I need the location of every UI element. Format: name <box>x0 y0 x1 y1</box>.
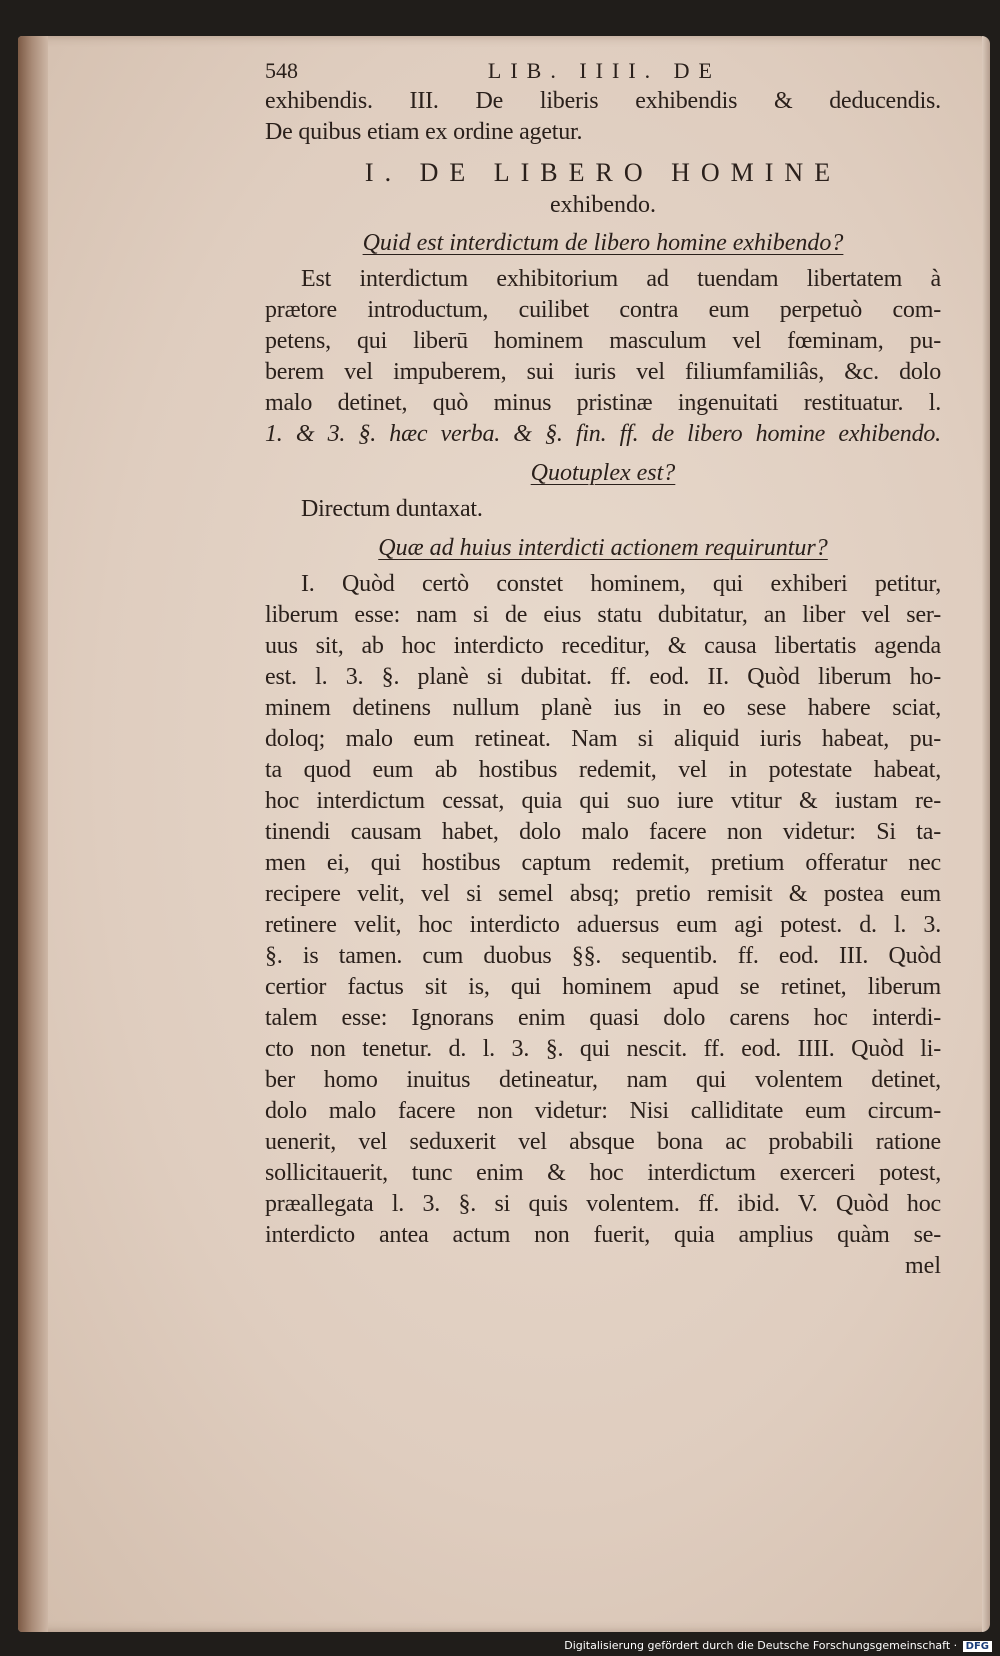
text-line: ber homo inuitus detineatur, nam qui volentem detinet, <box>265 1067 941 1093</box>
text-line: cto non tenetur. d. l. 3. §. qui nescit. ff. eod. IIII. Quòd li- <box>265 1036 941 1062</box>
text-line: 1. & 3. §. hæc verba. & §. fin. ff. de libero homine exhibendo. <box>265 421 941 447</box>
text-line: I. Quòd certò constet hominem, qui exhiberi petitur, <box>301 571 941 597</box>
text-line: dolo malo facere non videtur: Nisi calliditate eum circum- <box>265 1098 941 1124</box>
text-line: est. l. 3. §. planè si dubitat. ff. eod. II. Quòd liberum ho- <box>265 664 941 690</box>
text-line: prætore introductum, cuilibet contra eum perpetuò com- <box>265 297 941 323</box>
page-edge <box>982 36 990 1632</box>
page-text <box>265 56 941 1281</box>
section-title: I. DE LIBERO HOMINE <box>364 158 842 187</box>
text-line: Directum duntaxat. <box>301 496 483 522</box>
text-line: retinere velit, hoc interdicto aduersus eum agi potest. d. l. 3. <box>265 912 941 938</box>
catchword: mel <box>905 1253 941 1279</box>
text-line: petens, qui liberū hominem masculum vel fœminam, pu- <box>265 328 941 354</box>
text-line: interdicto antea actum non fuerit, quia amplius quàm se- <box>265 1222 941 1248</box>
text-line: men ei, qui hostibus captum redemit, pretium offeratur nec <box>265 850 941 876</box>
text-line: recipere velit, vel si semel absq; pretio remisit & postea eum <box>265 881 941 907</box>
text-line: talem esse: Ignorans enim quasi dolo carens hoc interdi- <box>265 1005 941 1031</box>
text-line: minem detinens nullum planè ius in eo sese habere sciat, <box>265 695 941 721</box>
intro-line: De quibus etiam ex ordine agetur. <box>265 119 583 145</box>
text-line: sollicitauerit, tunc enim & hoc interdictum exerceri potest, <box>265 1160 941 1186</box>
text-line: §. is tamen. cum duobus §§. sequentib. ff. eod. III. Quòd <box>265 943 941 969</box>
section-subtitle: exhibendo. <box>550 192 656 218</box>
question-heading: Quæ ad huius interdicti actionem requiruntur? <box>378 535 828 561</box>
footer-text: Digitalisierung gefördert durch die Deutsche Forschungsgemeinschaft · <box>564 1639 958 1652</box>
running-title: LIB. IIII. DE <box>487 58 721 83</box>
page-binding <box>18 36 48 1632</box>
question-heading: Quotuplex est? <box>530 460 676 486</box>
text-line: certior factus sit is, qui hominem apud se retinet, liberum <box>265 974 941 1000</box>
text-line: uus sit, ab hoc interdicto receditur, & causa libertatis agenda <box>265 633 941 659</box>
text-line: hoc interdictum cessat, quia qui suo iure vtitur & iustam re- <box>265 788 941 814</box>
digitization-footer <box>564 1639 992 1652</box>
text-line: liberum esse: nam si de eius statu dubitatur, an liber vel ser- <box>265 602 941 628</box>
text-line: doloq; malo eum retineat. Nam si aliquid iuris habeat, pu- <box>265 726 941 752</box>
page-header <box>265 56 941 86</box>
intro-line: exhibendis. III. De liberis exhibendis & deducendis. <box>265 88 941 114</box>
page-number: 548 <box>265 58 298 83</box>
text-line: præallegata l. 3. §. si quis volentem. ff. ibid. V. Quòd hoc <box>265 1191 941 1217</box>
text-line: uenerit, vel seduxerit vel absque bona ac probabili ratione <box>265 1129 941 1155</box>
text-line: berem vel impuberem, sui iuris vel filiumfamiliâs, &c. dolo <box>265 359 941 385</box>
text-line: Est interdictum exhibitorium ad tuendam libertatem à <box>301 266 941 292</box>
dfg-logo: DFG <box>963 1641 992 1652</box>
text-line: tinendi causam habet, dolo malo facere non videtur: Si ta- <box>265 819 941 845</box>
question-heading: Quid est interdictum de libero homine exhibendo? <box>362 230 844 256</box>
text-line: malo detinet, quò minus pristinæ ingenuitati restituatur. l. <box>265 390 941 416</box>
text-line: ta quod eum ab hostibus redemit, vel in potestate habeat, <box>265 757 941 783</box>
